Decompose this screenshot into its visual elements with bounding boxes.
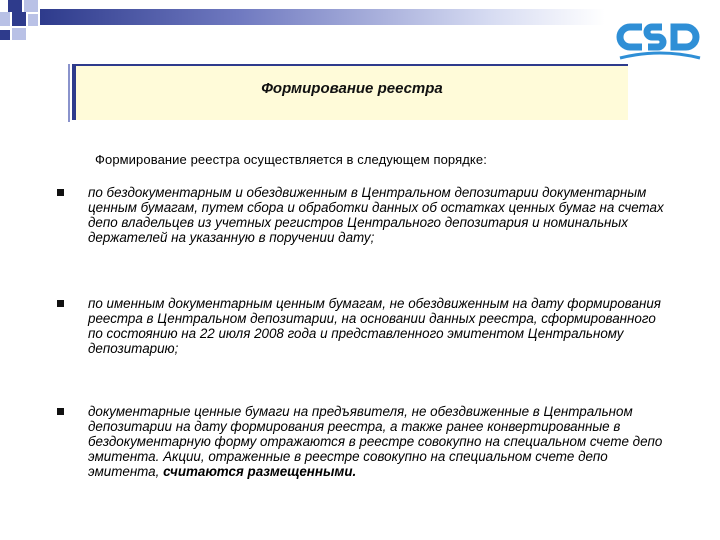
bullet-text: [88, 404, 673, 479]
decor-square: [0, 12, 10, 26]
bullet-square-icon: [57, 300, 64, 307]
bullet-square-icon: [57, 189, 64, 196]
intro-text: Формирование реестра осуществляется в следующем порядке:: [95, 152, 487, 167]
decor-square: [12, 12, 26, 26]
title-box: [72, 64, 628, 120]
csd-logo-icon: [616, 18, 704, 64]
bullet-text-main: документарные ценные бумаги на предъявителя, не обездвиженные в Центральном депозитарии на дату формирования реестра, а также ранее конвертированные в бездокументарную форму отражаются в реестре совокупно на специальном счете депо эмитента. Акции, отраженные в реестре совокупно на специальном счете депо эмитента,: [88, 404, 663, 479]
bullet-text-emphasis: считаются размещенными.: [163, 464, 357, 479]
bullet-square-icon: [57, 408, 64, 415]
page-title: Формирование реестра: [261, 80, 443, 97]
decor-square: [0, 30, 10, 40]
bullet-text: по бездокументарным и обездвиженным в Центральном депозитарии документарным ценным бумагам, путем сбора и обработки данных об остатках ценных бумаг на счетах депо владельцев из учетных регистров Центрального депозитария и номинальных держателей на указанную в поручении дату;: [88, 185, 664, 245]
decor-square: [28, 14, 38, 26]
decor-square: [12, 28, 26, 40]
decor-square: [8, 0, 22, 12]
header-gradient-band: [40, 9, 605, 25]
decor-square: [24, 0, 38, 12]
bullet-text: по именным документарным ценным бумагам, не обездвиженным на дату формирования реестра в Центральном депозитарии, на основании данных реестра, сформированного по состоянию на 22 июля 2008 года и представленного эмитентом Центральному депозитарию;: [88, 296, 661, 356]
